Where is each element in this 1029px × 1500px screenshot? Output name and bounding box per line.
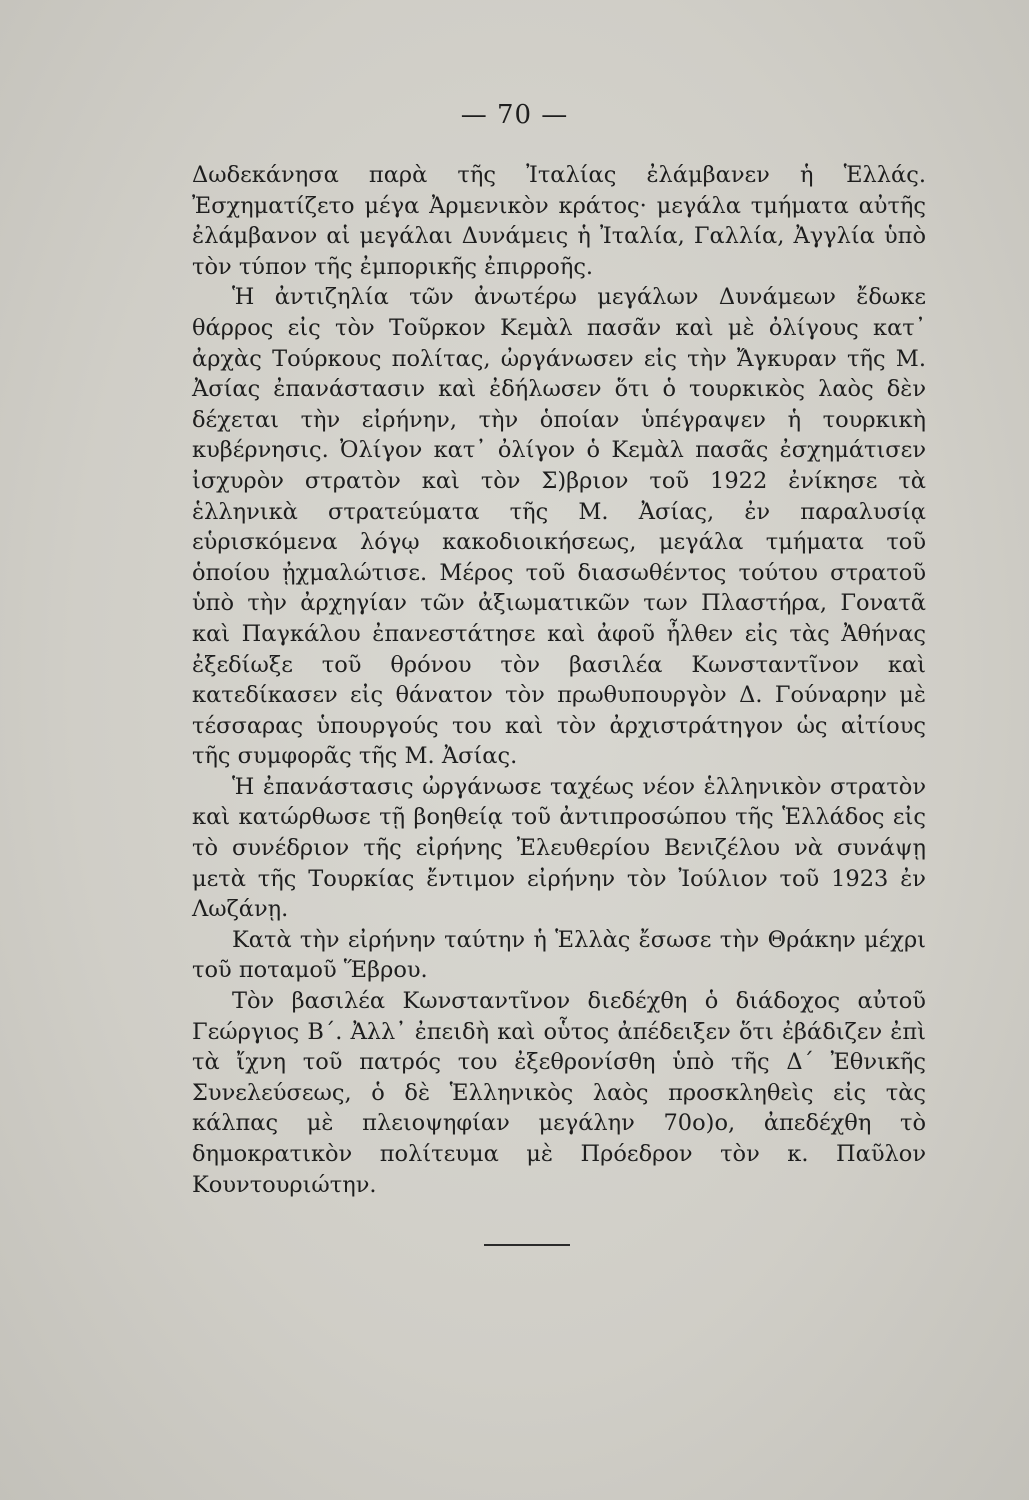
paragraph-4: Κατὰ τὴν εἰρήνην ταύτην ἡ Ἑλλὰς ἔσωσε τὴν Θράκην μέχρι τοῦ ποταμοῦ Ἕβρου. (192, 926, 926, 984)
end-divider (484, 1244, 570, 1246)
paragraph-2: Ἡ ἀντιζηλία τῶν ἀνωτέρω μεγάλων Δυνάμεων ἔδωκε θάρρος εἰς τὸν Τοῦρκον Κεμὰλ πασᾶν καὶ μὲ ὀλίγους κατ᾽ ἀρχὰς Τούρκους πολίτας, ὠργάνωσεν εἰς τὴν Ἄγκυραν τῆς Μ. Ἀσίας ἐπανάστασιν καὶ ἐδήλωσεν ὅτι ὁ τουρκικὸς λαὸς δὲν δέχεται τὴν εἰρήνην, τὴν ὁποίαν ὑπέγραψεν ἡ τουρκικὴ κυβέρνησις. Ὀλίγον κατ᾽ ὀλίγον ὁ Κεμὰλ πασᾶς ἐσχημάτισεν ἰσχυρὸν στρατὸν καὶ τὸν Σ)βριον τοῦ 1922 ἐνίκησε τὰ ἑλληνικὰ στρατεύματα τῆς Μ. Ἀσίας, ἐν παραλυσίᾳ εὑρισκόμενα λόγῳ κακοδιοικήσεως, μεγάλα τμήματα τοῦ ὁποίου ᾐχμαλώτισε. Μέρος τοῦ διασωθέντος τούτου στρατοῦ ὑπὸ τὴν ἀρχηγίαν τῶν ἀξιωματικῶν των Πλαστήρα, Γονατᾶ καὶ Παγκάλου ἐπανεστάτησε καὶ ἀφοῦ ἦλθεν εἰς τὰς Ἀθήνας ἐξεδίωξε τοῦ θρόνου τὸν βασιλέα Κωνσταντῖνον καὶ κατεδίκασεν εἰς θάνατον τὸν πρωθυπουργὸν Δ. Γούναρην μὲ τέσσαρας ὑπουργούς του καὶ τὸν ἀρχιστράτηγον ὡς αἰτίους τῆς συμφορᾶς τῆς Μ. Ἀσίας. (192, 284, 926, 770)
paragraph-1: Δωδεκάνησα παρὰ τῆς Ἰταλίας ἐλάμβανεν ἡ Ἑλλάς. Ἐσχηματίζετο μέγα Ἀρμενικὸν κράτος· μεγάλα τμήματα αὐτῆς ἐλάμβανον αἱ μεγάλαι Δυνάμεις ἡ Ἰταλία, Γαλλία, Ἀγγλία ὑπὸ τὸν τύπον τῆς ἐμπορικῆς ἐπιρροῆς. (192, 162, 926, 280)
body-text (192, 160, 926, 1200)
paragraph-5: Τὸν βασιλέα Κωνσταντῖνον διεδέχθη ὁ διάδοχος αὐτοῦ Γεώργιος Β΄. Ἀλλ᾽ ἐπειδὴ καὶ οὗτος ἀπέδειξεν ὅτι ἐβάδιζεν ἐπὶ τὰ ἴχνη τοῦ πατρός του ἐξεθρονίσθη ὑπὸ τῆς Δ΄ Ἐθνικῆς Συνελεύσεως, ὁ δὲ Ἑλληνικὸς λαὸς προσκληθεὶς εἰς τὰς κάλπας μὲ πλειοψηφίαν μεγάλην 70ο)ο, ἀπεδέχθη τὸ δημοκρατικὸν πολίτευμα μὲ Πρόεδρον τὸν κ. Παῦλον Κουντουριώτην. (192, 988, 926, 1198)
paragraph-3: Ἡ ἐπανάστασις ὠργάνωσε ταχέως νέον ἑλληνικὸν στρατὸν καὶ κατώρθωσε τῇ βοηθείᾳ τοῦ ἀντιπροσώπου τῆς Ἑλλάδος εἰς τὸ συνέδριον τῆς εἰρήνης Ἐλευθερίου Βενιζέλου νὰ συνάψῃ μετὰ τῆς Τουρκίας ἔντιμον εἰρήνην τὸν Ἰούλιον τοῦ 1923 ἐν Λωζάνῃ. (192, 773, 926, 923)
page-number: — 70 — (460, 100, 569, 130)
